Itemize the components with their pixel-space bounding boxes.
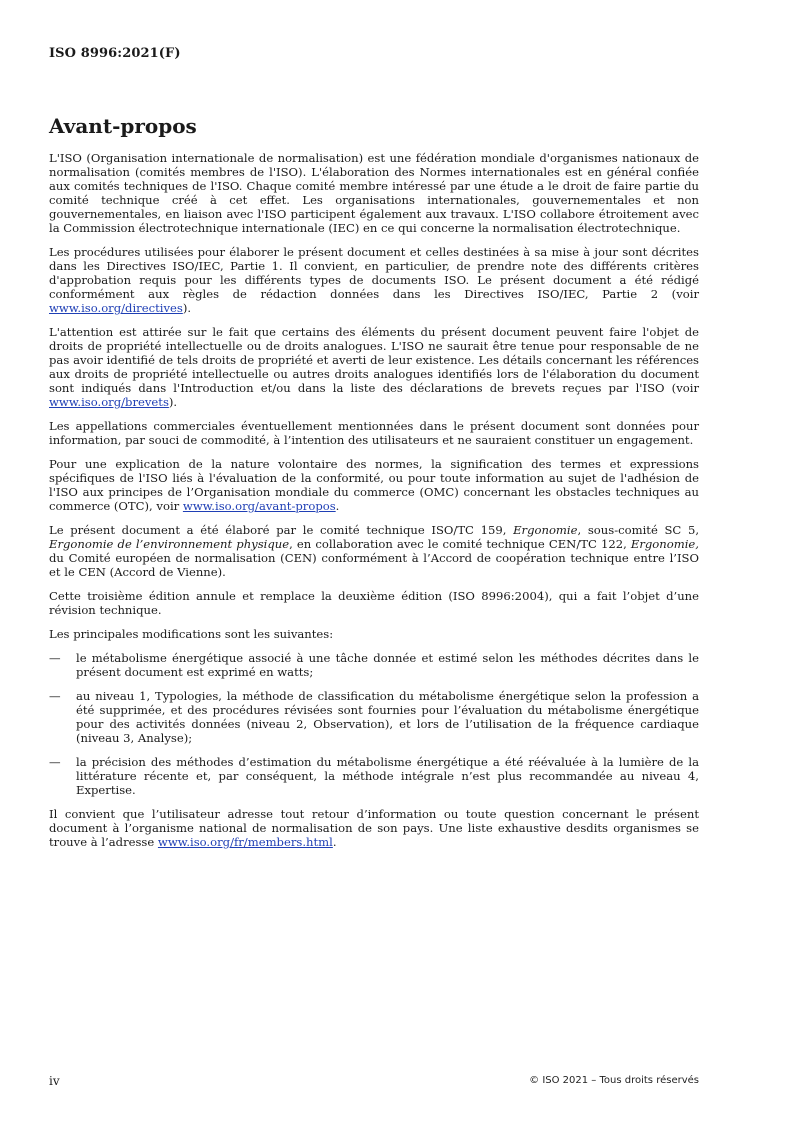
paragraph-trade-names: Les appellations commerciales éventuellement mentionnées dans le présent document sont données pour information, par souci de commodité, à l’intention des utilisateurs et ne sauraient constituer un engagement. [49,419,699,447]
list-item: — au niveau 1, Typologies, la méthode de classification du métabolisme énergétique selon la profession a été supprimée, et des procédures révisées sont fournies pour l’évaluation du métabolisme énergétique pour des activités données (niveau 2, Observation), et lors de l’utilisation de la fréquence cardiaque (niveau 3, Analyse); [49,689,699,745]
dash-bullet: — [49,689,61,703]
paragraph-edition: Cette troisième édition annule et remplace la deuxième édition (ISO 8996:2004), qui a fait l’objet d’une révision technique. [49,589,699,617]
link-brevets[interactable]: www.iso.org/brevets [49,395,169,409]
paragraph-committee: Le présent document a été élaboré par le comité technique ISO/TC 159, Ergonomie, sous-comité SC 5, Ergonomie de l’environnement physique, en collaboration avec le comité technique CEN/TC 122, Ergonomie, du Comité européen de normalisation (CEN) conformément à l’Accord de coopération technique entre l’ISO et le CEN (Accord de Vienne). [49,523,699,579]
page-title: Avant-propos [49,114,197,138]
changes-list [49,651,699,797]
link-directives[interactable]: www.iso.org/directives [49,301,183,315]
dash-bullet: — [49,651,61,665]
foreword-body [49,151,699,859]
link-members[interactable]: www.iso.org/fr/members.html [157,835,333,849]
dash-bullet: — [49,755,61,769]
paragraph-voluntary-nature: Pour une explication de la nature volontaire des normes, la signification des termes et expressions spécifiques de l'ISO liés à l'évaluation de la conformité, ou pour toute information au sujet de l'adhésion de l'ISO aux principes de l’Organisation mondiale du commerce (OMC) concernant les obstacles techniques au commerce (OTC), voir www.iso.org/avant-propos. [49,457,699,513]
paragraph-iso-intro: L'ISO (Organisation internationale de normalisation) est une fédération mondiale d'organismes nationaux de normalisation (comités membres de l'ISO). L'élaboration des Normes internationales est en général confiée aux comités techniques de l'ISO. Chaque comité membre intéressé par une étude a le droit de faire partie du comité technique créé à cet effet. Les organisations internationales, gouvernementales et non gouvernementales, en liaison avec l'ISO participent également aux travaux. L'ISO collabore étroitement avec la Commission électrotechnique internationale (IEC) en ce qui concerne la normalisation électrotechnique. [49,151,699,235]
paragraph-changes-intro: Les principales modifications sont les suivantes: [49,627,334,641]
paragraph-procedures: Les procédures utilisées pour élaborer le présent document et celles destinées à sa mise à jour sont décrites dans les Directives ISO/IEC, Partie 1. Il convient, en particulier, de prendre note des différents critères d'approbation requis pour les différents types de documents ISO. Le présent document a été rédigé conformément aux règles de rédaction données dans les Directives ISO/IEC, Partie 2 (voir www.iso.org/directives). [49,245,699,315]
copyright-notice: © ISO 2021 – Tous droits réservés [529,1075,699,1086]
list-item: — la précision des méthodes d’estimation du métabolisme énergétique a été réévaluée à la lumière de la littérature récente et, par conséquent, la méthode intégrale n’est plus recommandée au niveau 4, Expertise. [49,755,699,797]
paragraph-patents: L'attention est attirée sur le fait que certains des éléments du présent document peuvent faire l'objet de droits de propriété intellectuelle ou de droits analogues. L'ISO ne saurait être tenue pour responsable de ne pas avoir identifié de tels droits de propriété et averti de leur existence. Les détails concernant les références aux droits de propriété intellectuelle ou autres droits analogues identifiés lors de l'élaboration du document sont indiqués dans l'Introduction et/ou dans la liste des déclarations de brevets reçues par l'ISO (voir www.iso.org/brevets). [49,325,699,409]
list-item: — le métabolisme énergétique associé à une tâche donnée et estimé selon les méthodes décrites dans le présent document est exprimé en watts; [49,651,699,679]
document-id: ISO 8996:2021(F) [49,46,181,61]
page-number: iv [49,1074,60,1088]
paragraph-feedback: Il convient que l’utilisateur adresse tout retour d’information ou toute question concernant le présent document à l’organisme national de normalisation de son pays. Une liste exhaustive desdits organismes se trouve à l’adresse www.iso.org/fr/members.html. [49,807,699,849]
link-avant-propos[interactable]: www.iso.org/avant-propos [182,499,336,513]
